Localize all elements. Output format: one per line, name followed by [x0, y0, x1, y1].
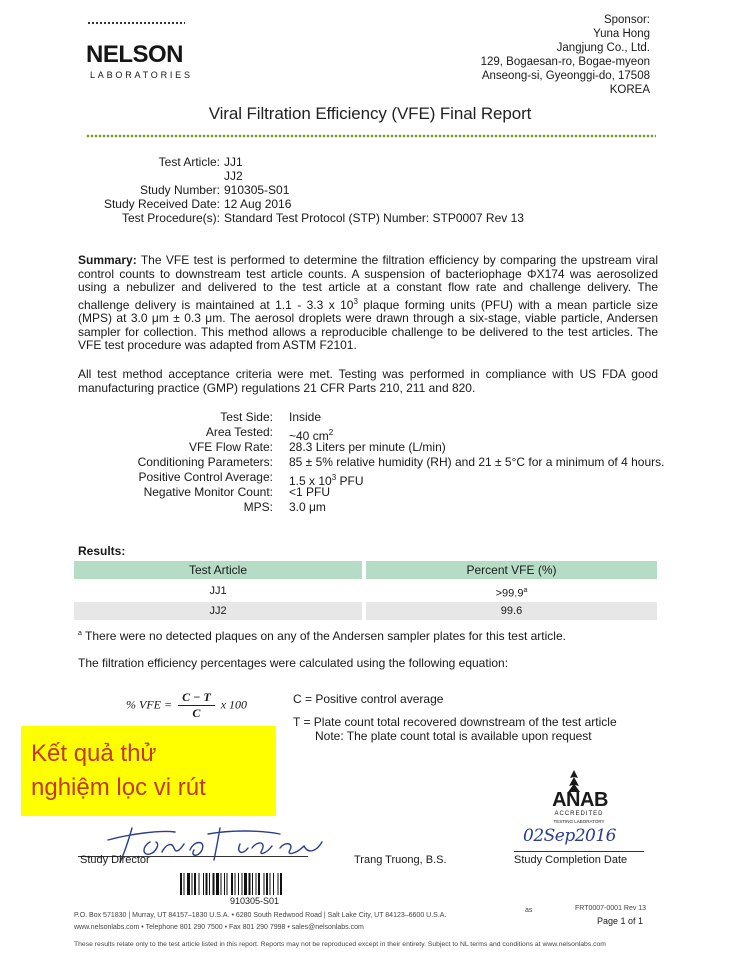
barcode [180, 873, 360, 895]
result-article-jj1: JJ1 [209, 585, 227, 597]
test-side-label: Test Side: [220, 410, 273, 424]
overlay-text [31, 737, 206, 805]
test-article-label: Test Article: [158, 155, 220, 169]
logo-laboratories: LABORATORIES [90, 70, 193, 80]
overlay-line-1: Kết quả thử [31, 740, 157, 767]
footer-code: as [525, 907, 533, 914]
barcode-icon [180, 873, 360, 895]
equation-lhs: % VFE = [126, 697, 173, 712]
flow-rate: 28.3 Liters per minute (L/min) [289, 440, 446, 454]
completion-date-label: Study Completion Date [514, 854, 628, 866]
sponsor-line: KOREA [609, 84, 650, 96]
t-definition: T = Plate count total recovered downstream of the test article [293, 715, 617, 729]
conditioning-label: Conditioning Parameters: [137, 455, 273, 469]
equation-fraction [178, 690, 215, 721]
sponsor-heading: Sponsor: [603, 14, 650, 26]
test-procedure: Standard Test Protocol (STP) Number: STP0007 Rev 13 [224, 211, 524, 225]
test-parameters [0, 411, 740, 516]
c-definition: C = Positive control average [293, 692, 444, 706]
result-vfe-value: >99.9 [495, 587, 524, 600]
compliance-paragraph: All test method acceptance criteria were met. Testing was performed in compliance with US FDA good manufacturing practice (GMP) regulations 21 CFR Parts 210, 211 and 820. [78, 367, 658, 395]
equation-numerator: C − T [178, 690, 215, 706]
result-article-jj2: JJ2 [74, 602, 362, 620]
test-article-1: JJ1 [224, 155, 243, 169]
area-value: ~40 cm [289, 429, 329, 443]
footer-contact: www.nelsonlabs.com • Telephone 801 290 7500 • Fax 801 290 7998 • sales@nelsonlabs.com [74, 924, 364, 931]
results-header-article: Test Article [74, 561, 362, 579]
anab-name: ANAB [552, 789, 608, 811]
footer-page: Page 1 of 1 [597, 916, 644, 926]
completion-date-line [514, 851, 644, 852]
result-vfe-sup: a [523, 587, 528, 594]
sponsor-line: Jangjung Co., Ltd. [556, 42, 650, 54]
study-info [0, 156, 740, 226]
negative-monitor: <1 PFU [289, 485, 331, 499]
equation-intro: The filtration efficiency percentages were calculated using the following equation: [78, 656, 509, 670]
study-number: 910305-S01 [224, 183, 290, 197]
director-name: Trang Truong, B.S. [354, 854, 447, 866]
positive-control-label: Positive Control Average: [138, 470, 273, 484]
footer-address: P.O. Box 571830 | Murray, UT 84157–1830 U.S.A. • 6280 South Redwood Road | Salt Lake City, UT 84123–6600 U.S.A. [74, 912, 447, 919]
negative-monitor-label: Negative Monitor Count: [143, 485, 273, 499]
overlay-line-2: nghiệm lọc vi rút [31, 774, 206, 801]
conditioning: 85 ± 5% relative humidity (RH) and 21 ± 5°C for a minimum of 4 hours. [289, 455, 665, 469]
result-vfe-jj2: 99.6 [366, 602, 657, 620]
report-title: Viral Filtration Efficiency (VFE) Final Report [208, 104, 532, 123]
summary-sup: 3 [353, 296, 358, 306]
director-label: Study Director [80, 854, 150, 866]
anab-accredited: ACCREDITED [554, 811, 604, 817]
received-date-label: Study Received Date: [103, 197, 220, 211]
flow-rate-label: VFE Flow Rate: [188, 440, 273, 454]
positive-control-unit: PFU [336, 474, 364, 488]
footnote-mark: a [78, 630, 82, 637]
vfe-equation [126, 690, 247, 721]
summary-paragraph [78, 254, 658, 353]
sponsor-block [481, 13, 650, 97]
positive-control-value: 1.5 x 10 [289, 474, 332, 488]
footer-disclaimer: These results relate only to the test article listed in this report. Reports may not be reproduced except in their entirety. Subject to NL terms and conditions at www.nelsonlabs.com [74, 941, 606, 948]
results-footnote [78, 627, 566, 643]
test-procedure-label: Test Procedure(s): [121, 211, 220, 225]
barcode-text: 910305-S01 [230, 896, 280, 906]
positive-control-sup: 3 [331, 473, 337, 482]
summary-heading: Summary: [78, 253, 137, 267]
anab-logo [538, 768, 620, 830]
area-tested-label: Area Tested: [205, 425, 273, 439]
area-sup: 2 [328, 428, 334, 437]
equation-rhs: x 100 [220, 697, 248, 712]
test-side: Inside [289, 410, 322, 424]
results-title: Results: [78, 544, 126, 558]
mps-value: 3.0 μm [289, 500, 326, 514]
title-divider [86, 134, 656, 138]
received-date: 12 Aug 2016 [224, 197, 292, 211]
summary-text-cont: plaque forming units (PFU) with a mean particle size (MPS) at 3.0 μm ± 0.3 μm. The aerosol droplets were drawn through a six-stage, viable particle, Andersen sampler for collection. This method allows a reproducible challenge to be delivered to the test articles. The VFE test procedure was adapted from ASTM F2101. [78, 297, 658, 352]
sponsor-line: Yuna Hong [593, 28, 650, 40]
result-vfe-jj1 [366, 582, 657, 600]
test-article-2: JJ2 [224, 169, 243, 183]
anab-testing-lab: TESTING LABORATORY [553, 819, 605, 824]
mps-label: MPS: [243, 500, 273, 514]
study-number-label: Study Number: [139, 183, 220, 197]
equation-denominator: C [192, 706, 201, 720]
equation-note: Note: The plate count total is available upon request [315, 729, 592, 743]
sponsor-line: 129, Bogaesan-ro, Bogae-myeon [480, 56, 650, 68]
completion-date-handwritten: 02Sep2016 [523, 826, 616, 846]
translation-overlay [21, 726, 276, 816]
logo-nelson: NELSON [86, 41, 184, 68]
logo-dots [87, 20, 185, 26]
footer-form: FRT0007-0001 Rev 13 [575, 905, 647, 912]
footnote-text: There were no detected plaques on any of the Andersen sampler plates for this test article. [81, 629, 566, 643]
results-header-vfe: Percent VFE (%) [366, 561, 657, 579]
sponsor-line: Anseong-si, Gyeonggi-do, 17508 [481, 70, 650, 82]
summary-text: The VFE test is performed to determine the filtration efficiency by comparing the upstream viral control counts to downstream test article counts. A suspension of bacteriophage ΦX174 was aerosolized using a nebulizer and delivered to the test article at a constant flow rate and challenge delivery. The challenge delivery is maintained at 1.1 - 3.3 x 10 [78, 253, 658, 312]
